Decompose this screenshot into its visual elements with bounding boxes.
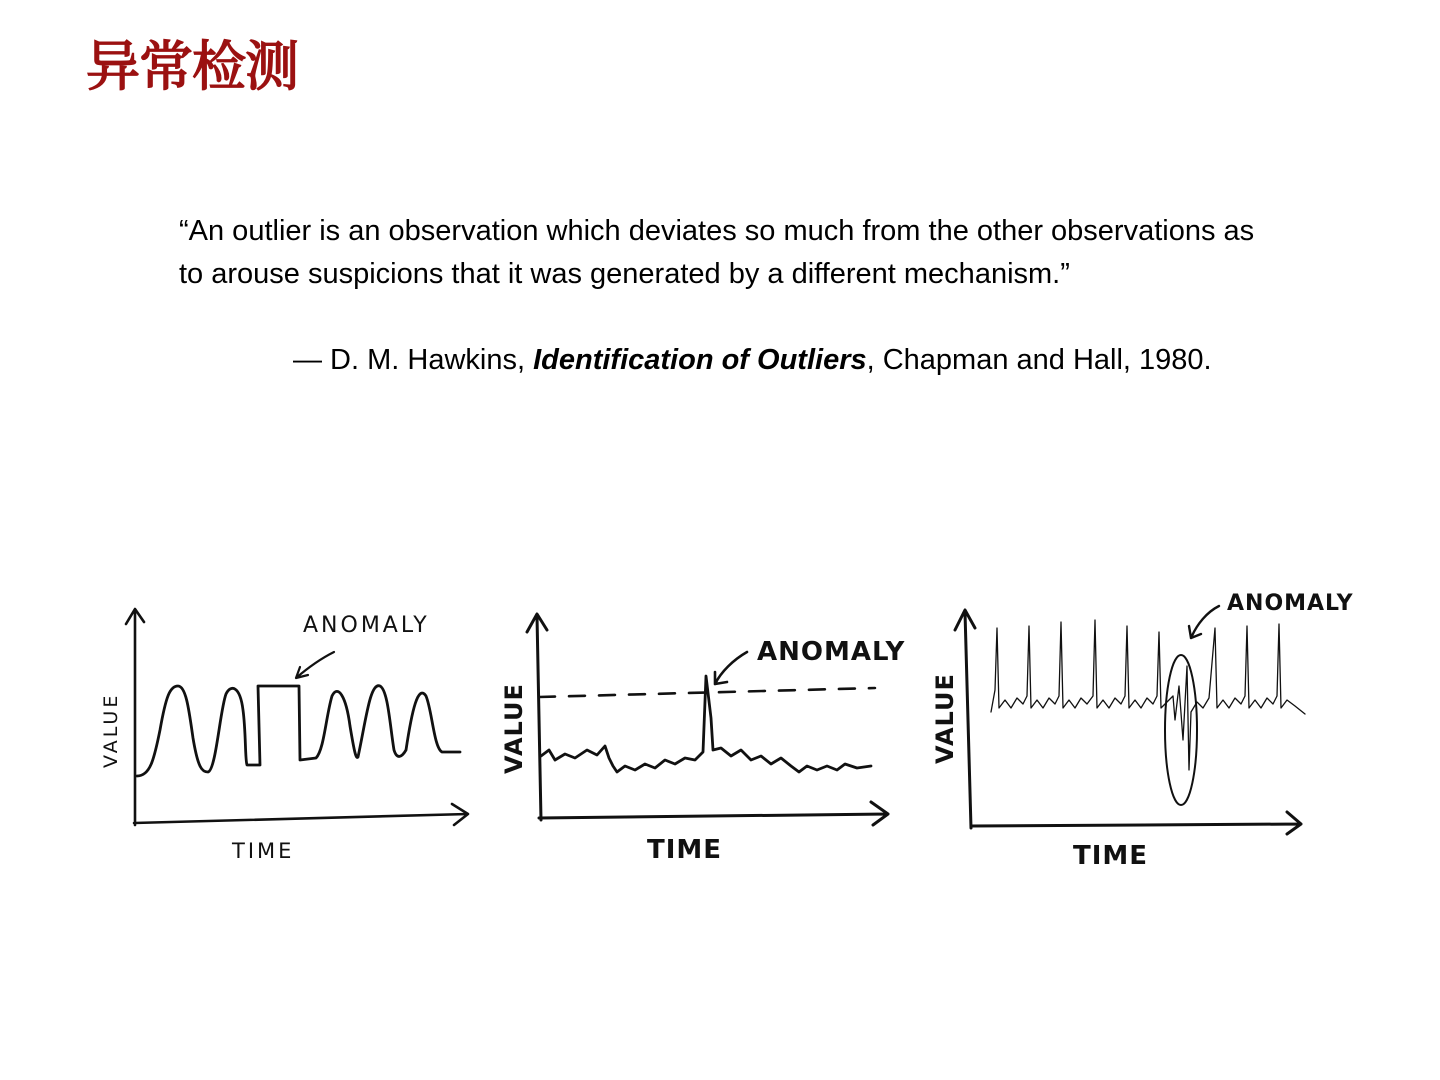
annotation-label: ANOMALY bbox=[303, 613, 430, 638]
x-axis bbox=[539, 802, 888, 825]
x-axis-label: TIME bbox=[1073, 841, 1149, 871]
x-axis bbox=[971, 812, 1301, 834]
x-axis bbox=[134, 804, 468, 825]
annotation-arrow bbox=[715, 652, 747, 684]
book-title: Identification of Outliers bbox=[533, 344, 867, 376]
quote-text: “An outlier is an observation which deviates so much from the other observations as to arouse suspicions that it was generated by a different mechanism.” bbox=[179, 215, 1255, 290]
slide-title: 异常检测 bbox=[86, 35, 298, 98]
anomaly-circle bbox=[1165, 655, 1197, 805]
signal-line bbox=[137, 686, 460, 776]
y-axis-label: VALUE bbox=[100, 692, 122, 768]
y-axis bbox=[126, 609, 144, 825]
y-axis-label: VALUE bbox=[500, 683, 528, 774]
y-axis-label: VALUE bbox=[931, 673, 959, 764]
ecg-signal-line bbox=[991, 620, 1305, 770]
quote-attribution bbox=[179, 339, 1269, 382]
quote-block bbox=[179, 210, 1269, 382]
attribution-prefix: — D. M. Hawkins, bbox=[293, 344, 534, 376]
x-axis-label: TIME bbox=[647, 835, 723, 865]
y-axis bbox=[527, 614, 547, 820]
annotation-label: ANOMALY bbox=[1227, 591, 1354, 616]
sketch-periodic-anomaly bbox=[90, 600, 480, 870]
x-axis-label: TIME bbox=[232, 839, 295, 863]
annotation-label: ANOMALY bbox=[757, 637, 906, 667]
attribution-suffix: , Chapman and Hall, 1980. bbox=[866, 344, 1212, 376]
sketch-ecg-anomaly bbox=[925, 580, 1354, 880]
annotation-arrow bbox=[296, 652, 334, 678]
sketch-spike-anomaly bbox=[495, 600, 906, 870]
